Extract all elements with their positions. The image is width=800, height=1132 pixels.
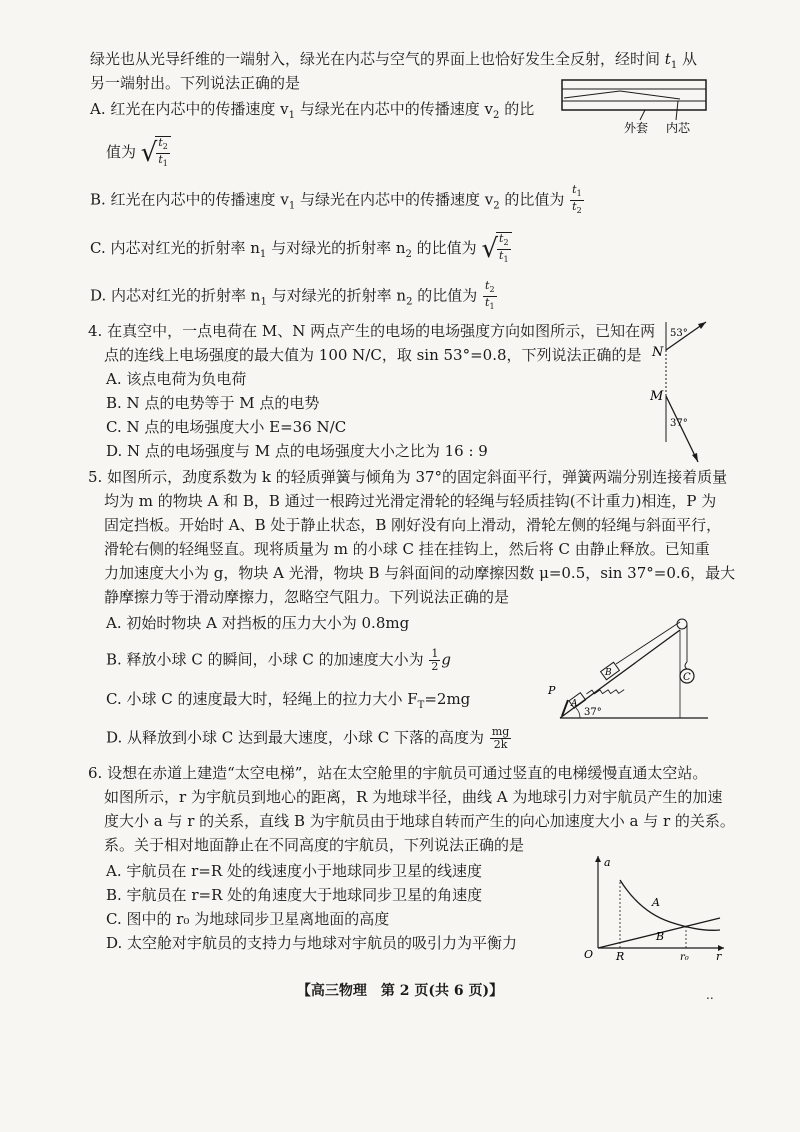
- fiber-outer-label: 外套: [624, 121, 649, 135]
- q5-stem-line-2: 均为 m 的物块 A 和 B，B 通过一根跨过光滑定滑轮的轻绳与轻质挂钩(不计重力)相连，P 为: [104, 492, 717, 510]
- q5-option-a: A. 初始时物块 A 对挡板的压力大小为 0.8mg: [106, 614, 410, 632]
- q6-stem-line-4: 系。关于相对地面静止在不同高度的宇航员，下列说法正确的是: [104, 836, 525, 854]
- q4-option-d: D. N 点的电场强度与 M 点的电场强度大小之比为 16 : 9: [106, 442, 488, 460]
- q5-stem-line-4: 滑轮右侧的轻绳竖直。现将质量为 m 的小球 C 挂在挂钩上，然后将 C 由静止释放。已知重: [104, 540, 710, 558]
- q5-stem-line-6: 静摩擦力等于滑动摩擦力，忽略空气阻力。下列说法正确的是: [104, 588, 510, 606]
- q5-stem-line-5: 力加速度大小为 g，物块 A 光滑，物块 B 与斜面间的动摩擦因数 μ=0.5，sin 37°=0.6，最大: [104, 564, 736, 582]
- q4-stem-line-1: 4. 在真空中，一点电荷在 M、N 两点产生的电场的电场强度方向如图所示，已知在两: [88, 322, 656, 340]
- angle-37-label: 37°: [670, 418, 688, 429]
- q6-option-d: D. 太空舱对宇航员的支持力与地球对宇航员的吸引力为平衡力: [106, 934, 518, 952]
- origin-o-label: O: [584, 948, 594, 961]
- q3-option-c: C. 内芯对红光的折射率 $n_1$ 与对绿光的折射率 $n_2$ 的比值为 √ $\frac{t_2}{t_1}$: [90, 232, 512, 266]
- q3-option-a-line-1: A. 红光在内芯中的传播速度 $v_1$ 与绿光在内芯中的传播速度 $v_2$ 的比: [90, 100, 535, 121]
- q3-stem-line-2: 另一端射出。下列说法正确的是: [90, 74, 301, 92]
- q4-stem-line-2: 点的连线上电场强度的最大值为 100 N/C，取 sin 53°=0.8，下列说法正确的是: [104, 346, 642, 364]
- fiber-inner-label: 内芯: [666, 121, 691, 135]
- q5-option-c: C. 小球 C 的速度最大时，轻绳上的拉力大小 $F_T=2mg$: [106, 690, 471, 711]
- fraction-t1-over-t2: $\frac{t_1}{t_2}$: [572, 183, 582, 216]
- acceleration-radius-graph: [580, 852, 730, 964]
- q3-stem-line-1: 绿光也从光导纤维的一端射入，绿光在内芯与空气的界面上也恰好发生全反射，经时间 $t_1$ 从: [90, 50, 697, 71]
- q6-stem-line-2: 如图所示，r 为宇航员到地心的距离，R 为地球半径，曲线 A 为地球引力对宇航员产生的加速: [104, 788, 723, 806]
- q6-option-b: B. 宇航员在 r=R 处的角速度大于地球同步卫星的角速度: [106, 886, 483, 904]
- r0-label: r₀: [680, 952, 689, 963]
- page-footer: 【高三物理 第 2 页(共 6 页)】: [296, 983, 504, 999]
- plate-p-label: P: [548, 684, 556, 697]
- sqrt-t2-over-t1: √ $\frac{t_2}{t_1}$: [141, 136, 171, 170]
- curve-a-label: A: [652, 896, 660, 909]
- angle-53-label: 53°: [670, 328, 688, 339]
- q3-option-a-line-2: 值为 √ $\frac{t_2}{t_1}$: [106, 136, 171, 170]
- point-m-label: M: [650, 389, 664, 404]
- line-b-label: B: [656, 930, 665, 943]
- q5-option-b: B. 释放小球 C 的瞬间，小球 C 的加速度大小为 $\frac{1}{2}$ g: [106, 647, 451, 673]
- axis-r-label: r: [716, 950, 722, 963]
- sqrt-t2-over-t1: √ $\frac{t_2}{t_1}$: [481, 232, 511, 266]
- footer-dots: ..: [706, 988, 714, 1002]
- optical-fiber-figure: [560, 74, 710, 138]
- q6-stem-line-3: 度大小 a 与 r 的关系，直线 B 为宇航员由于地球自转而产生的向心加速度大小 a 与 r 的关系。: [104, 812, 735, 830]
- point-n-label: N: [652, 345, 664, 360]
- block-b-label: B: [605, 668, 612, 678]
- block-a-label: A: [571, 699, 578, 709]
- q4-option-a: A. 该点电荷为负电荷: [106, 370, 247, 388]
- q5-stem-line-3: 固定挡板。开始时 A、B 处于静止状态，B 刚好没有向上滑动，滑轮左侧的轻绳与斜面平行，: [104, 516, 722, 534]
- axis-a-label: a: [604, 856, 611, 869]
- q6-option-a: A. 宇航员在 r=R 处的线速度小于地球同步卫星的线速度: [106, 862, 482, 880]
- q3-option-b: B. 红光在内芯中的传播速度 $v_1$ 与绿光在内芯中的传播速度 $v_2$ 的比值为 $\frac{t_1}{t_2}$: [90, 183, 582, 216]
- electric-field-figure: [640, 312, 720, 472]
- fraction-one-half: $\frac{1}{2}$: [431, 647, 439, 673]
- incline-spring-pulley-figure: [540, 612, 710, 722]
- fraction-t2-over-t1: $\frac{t_2}{t_1}$: [485, 279, 495, 312]
- q6-stem-line-1: 6. 设想在赤道上建造“太空电梯”，站在太空舱里的宇航员可通过竖直的电梯缓慢直通太空站。: [88, 764, 708, 782]
- ball-c-label: C: [683, 672, 691, 683]
- q5-stem-line-1: 5. 如图所示，劲度系数为 k 的轻质弹簧与倾角为 37°的固定斜面平行，弹簧两端分别连接着质量: [88, 468, 728, 486]
- incline-angle-label: 37°: [584, 707, 602, 718]
- q4-option-b: B. N 点的电势等于 M 点的电势: [106, 394, 320, 412]
- radius-r-label: R: [616, 950, 625, 963]
- q4-option-c: C. N 点的电场强度大小 E=36 N/C: [106, 418, 347, 436]
- fraction-mg-over-2k: $\frac{mg}{2k}$: [491, 725, 510, 751]
- q5-option-d: D. 从释放到小球 C 达到最大速度，小球 C 下落的高度为 $\frac{mg}{2k}$: [106, 725, 510, 751]
- q6-option-c: C. 图中的 r₀ 为地球同步卫星离地面的高度: [106, 910, 390, 928]
- q3-option-d: D. 内芯对红光的折射率 $n_1$ 与对绿光的折射率 $n_2$ 的比值为 $\frac{t_2}{t_1}$: [90, 279, 495, 312]
